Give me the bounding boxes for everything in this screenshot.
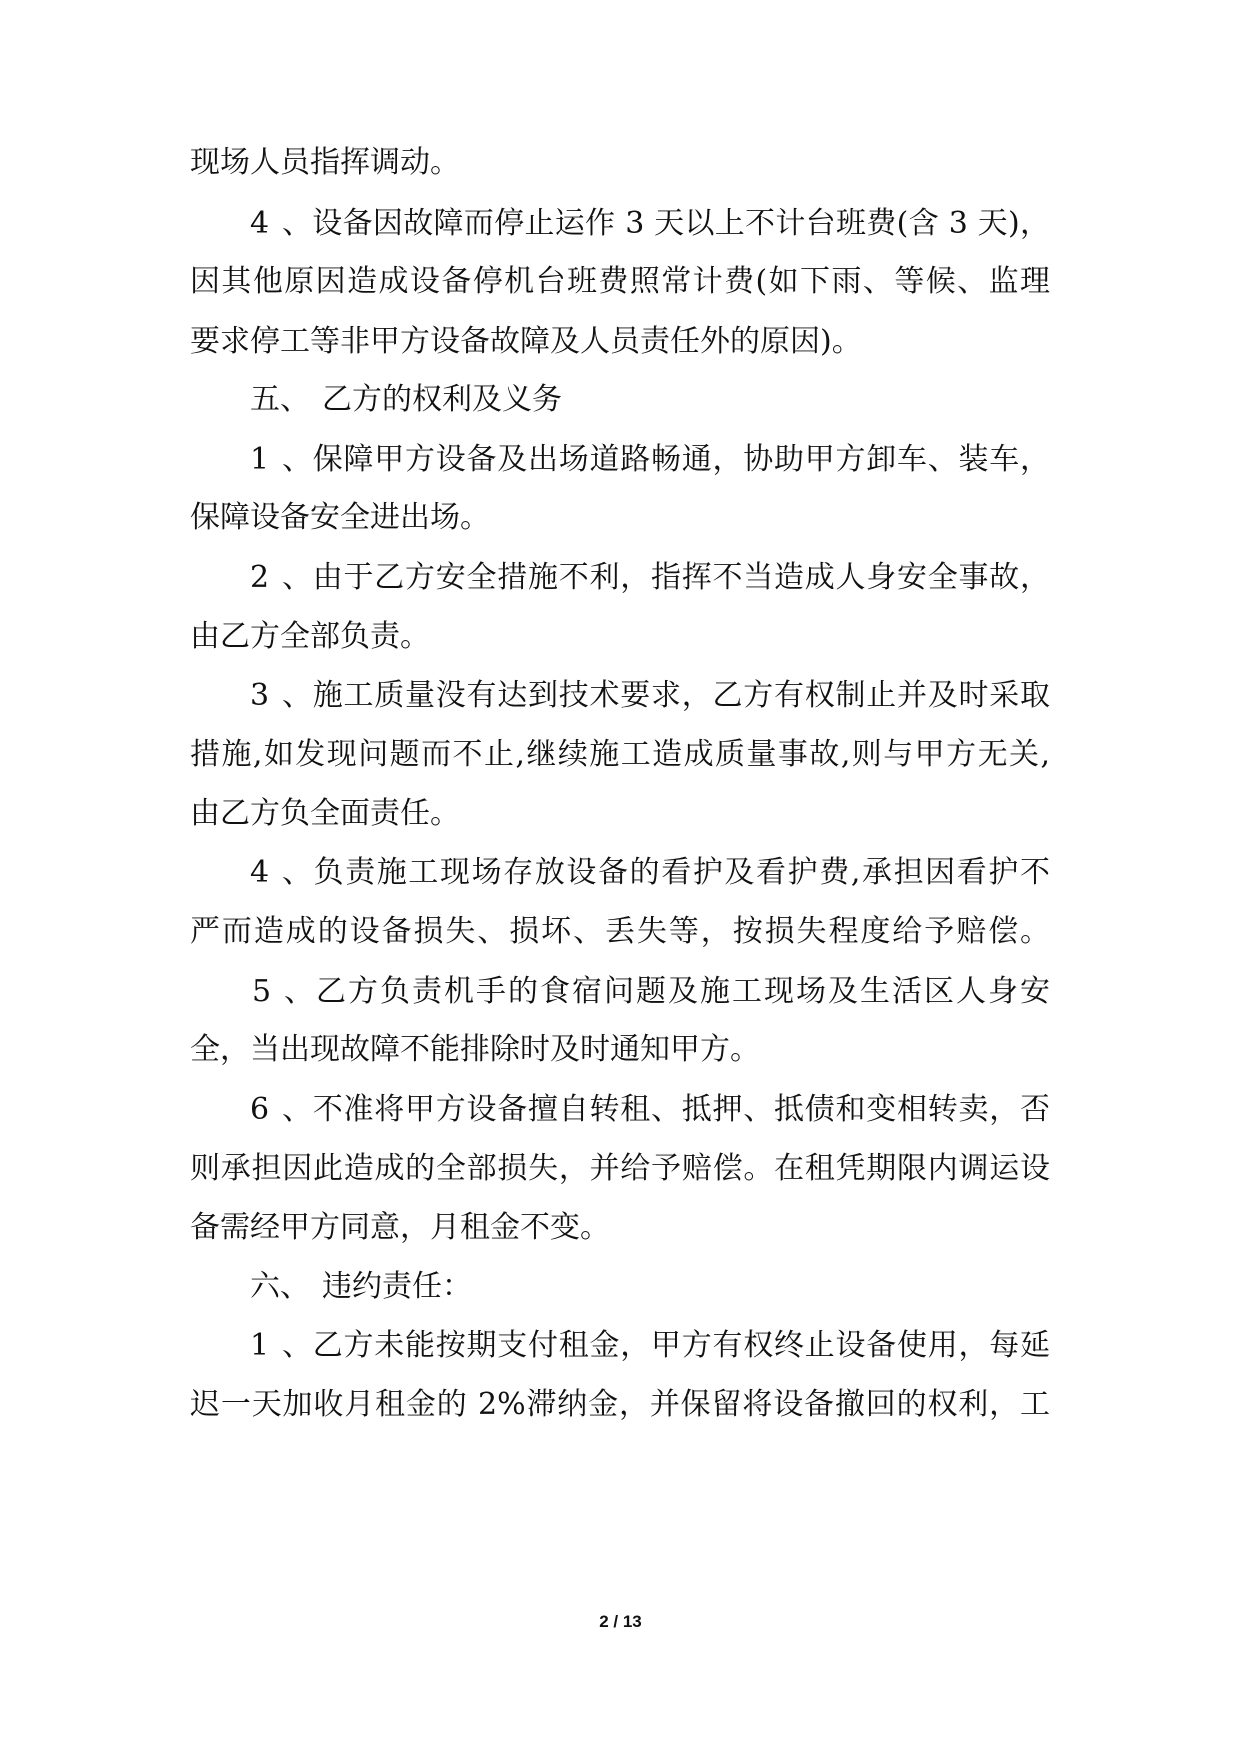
text-line [250, 676, 1050, 716]
line-text: 则承担因此造成的全部损失，并给予赔偿。在租凭期限内调运设 [190, 1151, 1050, 1186]
section-number: 五、 [250, 382, 310, 417]
line-text: 严而造成的设备损失、损坏、丢失等，按损失程度给予赔偿。 [190, 914, 1050, 949]
line-text: 由乙方全部负责。 [190, 619, 430, 654]
text-line [190, 262, 1050, 302]
text-line [190, 1385, 1050, 1425]
text-line [250, 204, 1050, 244]
item-number: 1、 [250, 442, 312, 477]
text-line [250, 440, 1050, 480]
item-number: 6、 [250, 1092, 312, 1127]
line-text: 现场人员指挥调动。 [190, 145, 460, 180]
line-text: 施工质量没有达到技术要求，乙方有权制止并及时采取 [312, 678, 1050, 713]
item-number: 2、 [250, 560, 312, 595]
text-line [190, 1208, 1050, 1248]
text-line [190, 498, 1050, 538]
line-text: 备需经甲方同意，月租金不变。 [190, 1210, 610, 1245]
text-line [190, 1149, 1050, 1189]
section-number: 六、 [250, 1269, 310, 1304]
item-number: 5、 [252, 974, 314, 1009]
section-heading [250, 380, 1050, 420]
line-text: 措施,如发现问题而不止,继续施工造成质量事故,则与甲方无关, [190, 737, 1050, 772]
line-text: 设备因故障而停止运作 3 天以上不计台班费(含 3 天)， [312, 206, 1050, 241]
item-number: 3、 [250, 678, 312, 713]
item-number: 1、 [250, 1328, 312, 1363]
section-heading [250, 1267, 1050, 1307]
text-line [190, 322, 1050, 362]
section-title: 违约责任： [322, 1269, 472, 1304]
text-line [250, 853, 1050, 893]
text-line [190, 912, 1050, 952]
item-number: 4、 [250, 206, 312, 241]
text-line [250, 558, 1050, 598]
text-line [190, 617, 1050, 657]
line-text: 不准将甲方设备擅自转租、抵押、抵债和变相转卖，否 [312, 1092, 1050, 1127]
line-text: 乙方负责机手的食宿问题及施工现场及生活区人身安 [314, 974, 1050, 1009]
line-text: 因其他原因造成设备停机台班费照常计费(如下雨、等候、监理 [190, 264, 1050, 299]
line-text: 由于乙方安全措施不利，指挥不当造成人身安全事故， [312, 560, 1050, 595]
line-text: 负责施工现场存放设备的看护及看护费,承担因看护不 [312, 855, 1050, 890]
text-line [250, 1090, 1050, 1130]
text-line [190, 1030, 1050, 1070]
text-line [190, 794, 1050, 834]
section-title: 乙方的权利及义务 [322, 382, 562, 417]
line-text: 迟一天加收月租金的 2%滞纳金，并保留将设备撤回的权利，工 [190, 1387, 1050, 1422]
text-line [252, 972, 1050, 1012]
line-text: 乙方未能按期支付租金，甲方有权终止设备使用，每延 [312, 1328, 1050, 1363]
page-number: 2 / 13 [599, 1612, 642, 1631]
line-text: 保障设备安全进出场。 [190, 500, 490, 535]
line-text: 由乙方负全面责任。 [190, 796, 460, 831]
line-text: 要求停工等非甲方设备故障及人员责任外的原因)。 [190, 324, 862, 359]
line-text: 全，当出现故障不能排除时及时通知甲方。 [190, 1032, 760, 1067]
text-line [190, 143, 1050, 183]
text-line [250, 1326, 1050, 1366]
item-number: 4、 [250, 855, 312, 890]
text-line [190, 735, 1050, 775]
line-text: 保障甲方设备及出场道路畅通，协助甲方卸车、装车， [312, 442, 1050, 477]
